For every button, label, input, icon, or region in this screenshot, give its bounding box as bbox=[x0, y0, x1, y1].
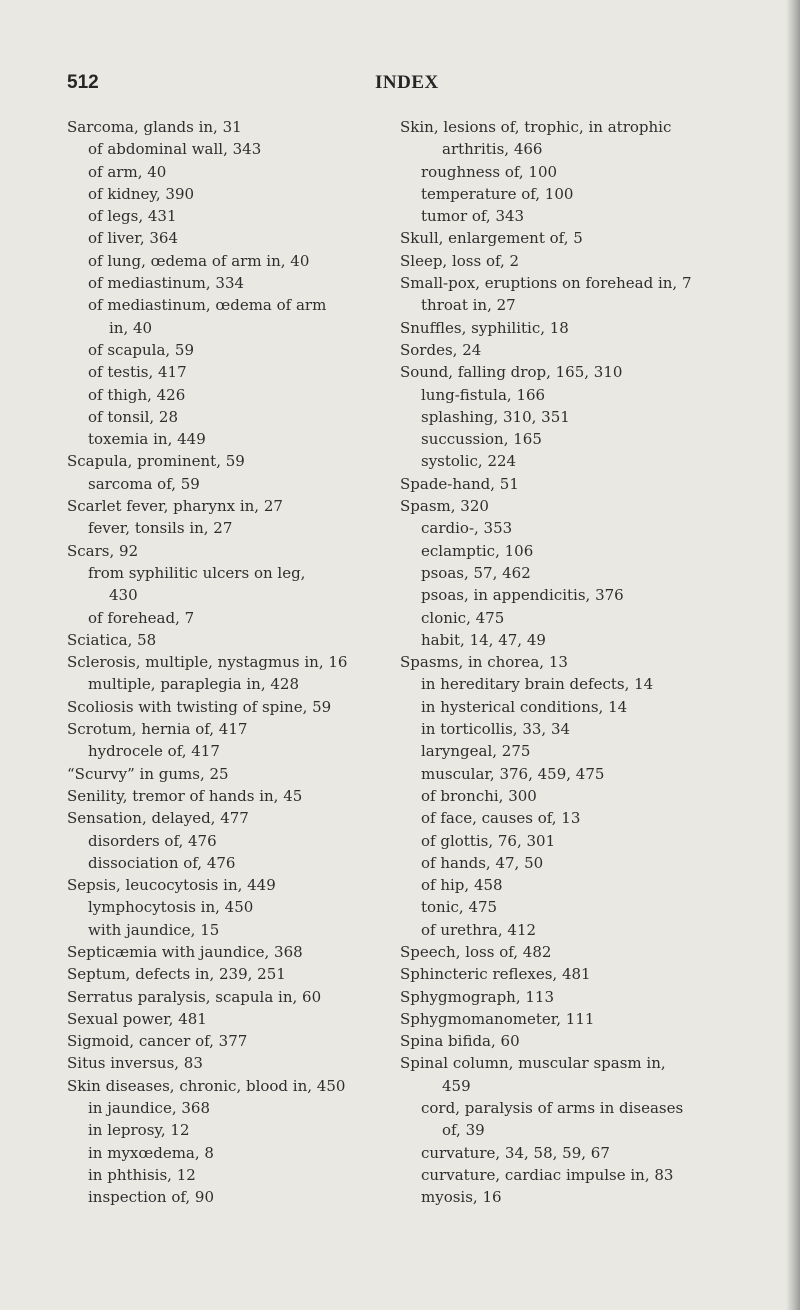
index-subentry: of urethra, 412 bbox=[421, 920, 537, 939]
index-entry: Scapula, prominent, 59 bbox=[67, 452, 245, 471]
index-subentry: throat in, 27 bbox=[421, 296, 516, 315]
index-entry: Sensation, delayed, 477 bbox=[67, 809, 249, 828]
index-column-left bbox=[67, 116, 407, 1209]
index-entry: Spinal column, muscular spasm in, bbox=[400, 1054, 666, 1073]
index-subentry: habit, 14, 47, 49 bbox=[421, 630, 546, 649]
index-subentry: lung-fistula, 166 bbox=[421, 385, 546, 404]
index-subentry: muscular, 376, 459, 475 bbox=[421, 764, 605, 783]
index-subentry: of hands, 47, 50 bbox=[421, 853, 544, 872]
page-edge-shadow bbox=[786, 0, 800, 1310]
index-entry: Situs inversus, 83 bbox=[67, 1054, 203, 1073]
index-entry: Spina bifida, 60 bbox=[400, 1032, 520, 1051]
index-subentry: cord, paralysis of arms in diseases bbox=[421, 1099, 684, 1118]
index-subentry: succussion, 165 bbox=[421, 430, 542, 449]
index-subentry: eclamptic, 106 bbox=[421, 541, 534, 560]
index-entry: Sleep, loss of, 2 bbox=[400, 251, 520, 270]
index-subentry: with jaundice, 15 bbox=[88, 920, 220, 939]
index-entry: Spade-hand, 51 bbox=[400, 474, 519, 493]
index-subentry: in leprosy, 12 bbox=[88, 1121, 190, 1140]
index-continuation: in, 40 bbox=[109, 318, 153, 337]
index-subentry: from syphilitic ulcers on leg, bbox=[88, 563, 306, 582]
index-subentry: of thigh, 426 bbox=[88, 385, 186, 404]
index-subentry: hydrocele of, 417 bbox=[88, 742, 220, 761]
index-subentry: multiple, paraplegia in, 428 bbox=[88, 675, 299, 694]
index-subentry: of forehead, 7 bbox=[88, 608, 195, 627]
index-entry: Spasms, in chorea, 13 bbox=[400, 653, 568, 672]
index-subentry: sarcoma of, 59 bbox=[88, 474, 200, 493]
index-subentry: of mediastinum, 334 bbox=[88, 274, 245, 293]
index-entry: Scrotum, hernia of, 417 bbox=[67, 720, 248, 739]
index-subentry: in hysterical conditions, 14 bbox=[421, 697, 628, 716]
index-subentry: psoas, 57, 462 bbox=[421, 563, 531, 582]
index-subentry: myosis, 16 bbox=[421, 1188, 502, 1207]
index-entry: Skin diseases, chronic, blood in, 450 bbox=[67, 1076, 346, 1095]
index-subentry: lymphocytosis in, 450 bbox=[88, 898, 254, 917]
index-entry: Septum, defects in, 239, 251 bbox=[67, 965, 286, 984]
index-column-right bbox=[400, 116, 750, 1209]
index-subentry: of mediastinum, œdema of arm bbox=[88, 296, 327, 315]
index-entry: Scars, 92 bbox=[67, 541, 139, 560]
index-entry: Skin, lesions of, trophic, in atrophic bbox=[400, 118, 672, 136]
index-subentry: of abdominal wall, 343 bbox=[88, 140, 262, 159]
index-subentry: toxemia in, 449 bbox=[88, 430, 206, 449]
index-entry: Sphygmograph, 113 bbox=[400, 987, 555, 1006]
index-subentry: laryngeal, 275 bbox=[421, 742, 531, 761]
index-entry: Scarlet fever, pharynx in, 27 bbox=[67, 497, 283, 516]
index-entry: Senility, tremor of hands in, 45 bbox=[67, 786, 303, 805]
index-entry: Sordes, 24 bbox=[400, 340, 482, 359]
index-continuation: 459 bbox=[442, 1076, 471, 1095]
index-entry: Snuffles, syphilitic, 18 bbox=[400, 318, 569, 337]
index-subentry: in phthisis, 12 bbox=[88, 1165, 196, 1184]
index-subentry: curvature, cardiac impulse in, 83 bbox=[421, 1165, 674, 1184]
index-subentry: of lung, œdema of arm in, 40 bbox=[88, 251, 310, 270]
index-subentry: inspection of, 90 bbox=[88, 1188, 214, 1207]
index-subentry: of face, causes of, 13 bbox=[421, 809, 581, 828]
index-subentry: dissociation of, 476 bbox=[88, 853, 236, 872]
index-entry: Speech, loss of, 482 bbox=[400, 942, 552, 961]
index-continuation: 430 bbox=[109, 586, 138, 605]
index-entry: Small-pox, eruptions on forehead in, 7 bbox=[400, 274, 692, 293]
index-subentry: tonic, 475 bbox=[421, 898, 498, 917]
index-subentry: splashing, 310, 351 bbox=[421, 407, 570, 426]
index-subentry: of scapula, 59 bbox=[88, 340, 195, 359]
index-entry: Sarcoma, glands in, 31 bbox=[67, 118, 242, 136]
index-entry: Skull, enlargement of, 5 bbox=[400, 229, 583, 248]
index-subentry: fever, tonsils in, 27 bbox=[88, 519, 233, 538]
index-subentry: clonic, 475 bbox=[421, 608, 505, 627]
index-entry: Sexual power, 481 bbox=[67, 1009, 207, 1028]
index-entry: Scoliosis with twisting of spine, 59 bbox=[67, 697, 332, 716]
index-entry: Sound, falling drop, 165, 310 bbox=[400, 363, 623, 382]
index-entry: Sphygmomanometer, 111 bbox=[400, 1009, 595, 1028]
index-subentry: in hereditary brain defects, 14 bbox=[421, 675, 654, 694]
index-subentry: curvature, 34, 58, 59, 67 bbox=[421, 1143, 610, 1162]
index-subentry: roughness of, 100 bbox=[421, 162, 558, 181]
index-subentry: of arm, 40 bbox=[88, 162, 167, 181]
index-subentry: temperature of, 100 bbox=[421, 184, 574, 203]
index-subentry: disorders of, 476 bbox=[88, 831, 217, 850]
index-subentry: of tonsil, 28 bbox=[88, 407, 178, 426]
index-subentry: in torticollis, 33, 34 bbox=[421, 720, 571, 739]
index-subentry: in jaundice, 368 bbox=[88, 1099, 210, 1118]
index-subentry: tumor of, 343 bbox=[421, 207, 525, 226]
index-entry: Sphincteric reflexes, 481 bbox=[400, 965, 591, 984]
index-entry: Sciatica, 58 bbox=[67, 630, 157, 649]
index-entry: Sclerosis, multiple, nystagmus in, 16 bbox=[67, 653, 348, 672]
index-entry: Sigmoid, cancer of, 377 bbox=[67, 1032, 248, 1051]
index-subentry: psoas, in appendicitis, 376 bbox=[421, 586, 624, 605]
index-subentry: systolic, 224 bbox=[421, 452, 517, 471]
index-subentry: of kidney, 390 bbox=[88, 184, 195, 203]
index-subentry: cardio-, 353 bbox=[421, 519, 513, 538]
running-head: INDEX bbox=[375, 72, 439, 93]
index-subentry: of hip, 458 bbox=[421, 876, 503, 895]
page-number: 512 bbox=[67, 72, 99, 93]
index-entry: Septicæmia with jaundice, 368 bbox=[67, 942, 303, 961]
index-subentry: of bronchi, 300 bbox=[421, 786, 537, 805]
index-entry: Spasm, 320 bbox=[400, 497, 489, 516]
index-subentry: of legs, 431 bbox=[88, 207, 177, 226]
index-subentry: of glottis, 76, 301 bbox=[421, 831, 556, 850]
index-continuation: arthritis, 466 bbox=[442, 140, 543, 159]
index-entry: Sepsis, leucocytosis in, 449 bbox=[67, 876, 276, 895]
index-subentry: of testis, 417 bbox=[88, 363, 187, 382]
index-entry: “Scurvy” in gums, 25 bbox=[67, 764, 229, 783]
index-subentry: of liver, 364 bbox=[88, 229, 178, 248]
index-entry: Serratus paralysis, scapula in, 60 bbox=[67, 987, 322, 1006]
index-continuation: of, 39 bbox=[442, 1121, 485, 1140]
index-subentry: in myxœdema, 8 bbox=[88, 1143, 214, 1162]
